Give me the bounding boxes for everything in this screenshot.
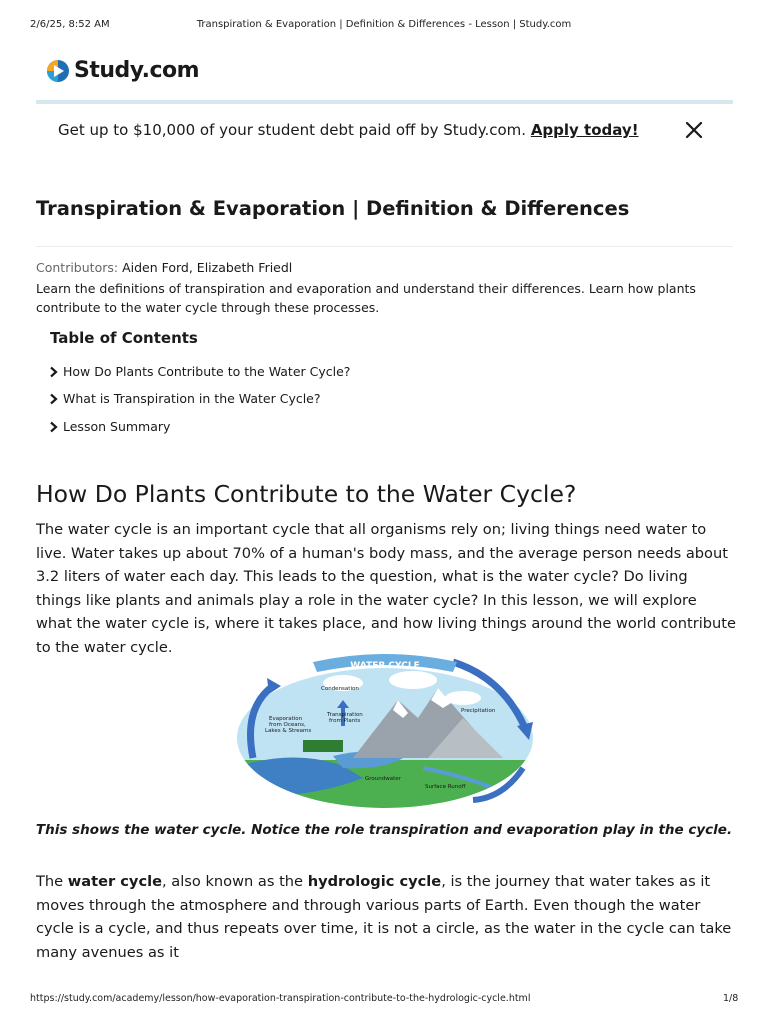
- print-page-title: Transpiration & Evaporation | Definition & Differences - Lesson | Study.com: [196, 19, 572, 30]
- print-date: 2/6/25, 8:52 AM: [30, 19, 110, 30]
- label-evaporation-1: Evaporation: [269, 716, 303, 722]
- toc-item[interactable]: [48, 419, 170, 434]
- toc-item-label: How Do Plants Contribute to the Water Cycle?: [63, 364, 351, 379]
- study-logo-icon: [46, 59, 70, 83]
- site-logo[interactable]: [46, 58, 199, 83]
- chevron-right-icon: [48, 366, 59, 378]
- label-transpiration-2: from Plants: [329, 718, 361, 724]
- label-groundwater: Groundwater: [365, 776, 401, 782]
- text-run: , also known as the: [162, 873, 308, 890]
- section-heading: How Do Plants Contribute to the Water Cycle?: [36, 480, 577, 508]
- banner-text: Get up to $10,000 of your student debt paid off by Study.com.: [58, 121, 531, 139]
- text-run: The: [36, 873, 68, 890]
- figure-caption: This shows the water cycle. Notice the role transpiration and evaporation play in the cycle.: [35, 822, 733, 838]
- paragraph: The water cycle is an important cycle that all organisms rely on; living things need water to live. Water takes up about 70% of a human's body mass, and the average person needs about 3.2 liters of water each day. This leads to the question, what is the water cycle? Do living things like plants and animals play a role in the water cycle? In this lesson, we will explore what the water cycle is, where it takes place, and how living things around the world contribute to the water cycle.: [36, 521, 736, 656]
- paragraph: [36, 870, 736, 964]
- title-divider: [36, 246, 733, 247]
- toc-item-label: Lesson Summary: [63, 419, 171, 434]
- header-divider: [36, 100, 733, 104]
- contributors-names[interactable]: Aiden Ford, Elizabeth Friedl: [122, 260, 293, 275]
- term-hydrologic-cycle: hydrologic cycle: [307, 873, 442, 890]
- logo-text: Study.com: [74, 58, 200, 83]
- contributors-label: Contributors:: [36, 260, 123, 275]
- label-evaporation-2: from Oceans,: [269, 722, 306, 728]
- water-cycle-diagram: [233, 648, 537, 810]
- label-transpiration-1: Transpiration: [327, 712, 363, 718]
- label-runoff: Surface Runoff: [425, 784, 466, 790]
- promo-banner: [58, 121, 639, 139]
- chevron-right-icon: [48, 421, 59, 433]
- label-condensation: Condensation: [321, 686, 359, 692]
- close-icon[interactable]: [684, 120, 704, 140]
- page-number: 1/8: [723, 993, 739, 1004]
- page-title: Transpiration & Evaporation | Definition & Differences: [36, 197, 630, 220]
- label-evaporation-3: Lakes & Streams: [265, 728, 312, 734]
- toc-item[interactable]: [48, 364, 350, 379]
- toc-heading: Table of Contents: [50, 329, 198, 347]
- contributors: [36, 260, 292, 275]
- toc-item[interactable]: [48, 391, 321, 406]
- term-water-cycle: water cycle: [67, 873, 162, 890]
- trees: [303, 740, 343, 752]
- figure-title: WATER CYCLE: [350, 661, 420, 671]
- toc-item-label: What is Transpiration in the Water Cycle?: [63, 391, 321, 406]
- chevron-right-icon: [48, 393, 59, 405]
- apply-today-link[interactable]: Apply today!: [530, 121, 639, 139]
- article-summary: Learn the definitions of transpiration and evaporation and understand their differences. Learn how plants contribute to the water cycle through these processes.: [36, 281, 696, 315]
- print-url: https://study.com/academy/lesson/how-evaporation-transpiration-contribute-to-the-hydrologic-cycle.html: [30, 993, 531, 1004]
- label-precipitation: Precipitation: [461, 708, 496, 714]
- text-run: , is the journey that water takes as it moves through the atmosphere and through various parts of Earth. Even though the water cycle is a cycle, and thus repeats over time, it is not a circle, as the water in the cycle can take many avenues as it: [36, 873, 732, 961]
